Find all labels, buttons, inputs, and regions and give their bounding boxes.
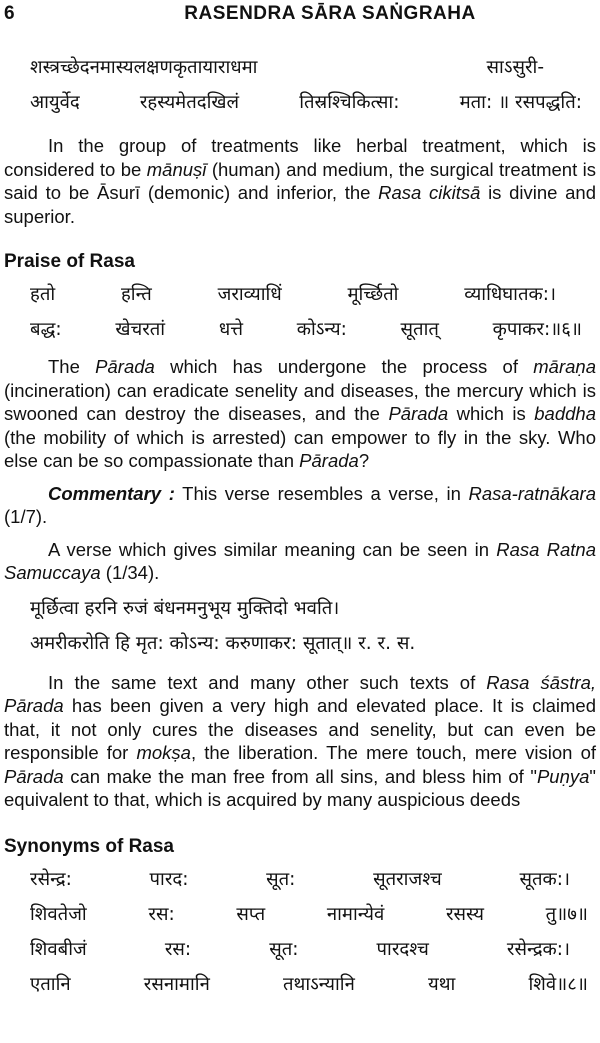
verse-word: एतानि (30, 973, 71, 995)
verse-word: सूतराजश्च (373, 868, 442, 890)
page-number: 6 (4, 3, 16, 24)
verse-word: सप्त (236, 903, 266, 925)
running-title: RASENDRA SĀRA SAṄGRAHA (184, 3, 476, 24)
text-run: which has undergone the process of (154, 356, 534, 377)
verse-word: खेचरतां (115, 319, 166, 340)
sanskrit-verse-1 (30, 50, 596, 120)
text-run: (1/7). (4, 506, 48, 527)
verse-word: कोऽन्य: (296, 319, 347, 340)
italic-term: mānuṣī (146, 158, 207, 180)
text-run: (1/34). (100, 562, 160, 583)
page-header (0, 2, 600, 28)
text-run: A verse which gives similar meaning can be seen in (48, 538, 497, 560)
text-run: , the liberation. The mere touch, mere vision of (190, 742, 597, 763)
verse-word: सूत: (269, 938, 299, 960)
italic-term: Puṇya (536, 765, 590, 787)
verse-word: रहस्यमेतदखिलं (139, 92, 240, 113)
text-run: In the group of treatments like herbal treatment, which is considered to be (4, 135, 596, 180)
text-run: can make the man free from all sins, and bless him of " (63, 765, 537, 787)
text-run: is divine and superior. (4, 182, 597, 227)
paragraph-2 (4, 355, 596, 473)
italic-term: Pārada (388, 403, 449, 424)
verse-line (30, 626, 596, 661)
verse-word: बद्ध: (30, 319, 62, 340)
italic-term: Pārada (4, 765, 64, 787)
paragraph-commentary (4, 482, 596, 529)
paragraph-4 (4, 538, 596, 585)
verse-word: कृपाकर:॥६॥ (492, 319, 582, 340)
paragraph-5 (4, 671, 596, 812)
text-run: (incineration) can eradicate senelity and diseases, the mercury which is swooned can destroy the diseases, and the (4, 379, 596, 424)
italic-term: Rasa śāstra, Pārada (4, 671, 596, 716)
verse-word: मूर्च्छितो (347, 284, 399, 305)
italic-term: Rasa Ratna Samuccaya (4, 538, 596, 583)
verse-word: रसेन्द्र: (30, 868, 72, 890)
text-run: The (48, 356, 96, 377)
sanskrit-verse-2 (30, 277, 596, 347)
verse-line (30, 591, 596, 626)
verse-word: यथा (428, 973, 456, 995)
verse-word: जराव्याधिं (217, 284, 282, 305)
text-run: which is (448, 403, 535, 424)
verse-line-text: मूर्छित्वा हरनि रुजं बंधनमनुभूय मुक्तिदो भवति। (30, 597, 340, 619)
verse-word: आयुर्वेद (30, 92, 80, 113)
verse-word: शिवबीजं (30, 938, 87, 960)
verse-word: पारदश्च (376, 938, 429, 960)
italic-term: mokṣa (136, 742, 191, 763)
italic-term: Pārada (299, 450, 359, 471)
verse-word: हन्ति (120, 284, 152, 305)
verse-line-text: अमरीकरोति हि मृत: कोऽन्य: करुणाकर: सूतात्॥ र. र. स. (30, 632, 416, 654)
page-content (4, 50, 596, 1002)
verse-line (30, 50, 596, 85)
italic-term: Pārada (95, 356, 155, 377)
verse-line (30, 277, 596, 312)
verse-word: रसनामानि (143, 973, 210, 995)
verse-word: सूत: (266, 868, 296, 890)
verse-line (30, 862, 596, 897)
verse-word: तु॥७॥ (545, 903, 588, 925)
text-run: In the same text and many other such texts of (48, 671, 487, 693)
verse-word: रस: (164, 938, 192, 960)
verse-word: साऽसुरी- (486, 57, 544, 78)
verse-word: शिवतेजो (30, 903, 87, 925)
verse-line (30, 85, 596, 120)
verse-word: धत्ते (218, 319, 244, 340)
verse-word: शस्त्रच्छेदनमास्यलक्षणकृतायाराधमा (30, 57, 258, 78)
sanskrit-verse-4 (30, 862, 596, 1002)
section-heading-synonyms-of-rasa: Synonyms of Rasa (4, 835, 174, 857)
text-run: This verse resembles a verse, in (174, 482, 469, 504)
text-run: has been given a very high and elevated place. It is claimed that, it not only cures the diseases and senelity, but can even be responsible for (4, 695, 596, 763)
italic-term: baddha (534, 403, 596, 424)
verse-line (30, 312, 596, 347)
verse-word: हतो (30, 284, 56, 305)
section-heading-praise-of-rasa: Praise of Rasa (4, 251, 135, 272)
text-run: (the mobility of which is arrested) can empower to fly in the sky. Who else can be so compassionate than (4, 426, 596, 471)
verse-word: तिस्रश्चिकित्सा: (299, 92, 400, 113)
text-run: ? (358, 450, 370, 471)
verse-word: सूतात् (400, 319, 439, 340)
verse-word: नामान्येवं (326, 903, 385, 925)
verse-word: रस: (148, 903, 175, 925)
italic-term: Rasa cikitsā (378, 182, 481, 203)
text-run: (human) and medium, the surgical treatment is said to be Āsurī (demonic) and inferior, the (4, 158, 596, 203)
verse-word: व्याधिघातक:। (464, 284, 556, 305)
sanskrit-verse-3 (30, 591, 596, 661)
paragraph-1 (4, 134, 596, 228)
verse-word: शिवे॥८॥ (528, 973, 588, 995)
italic-term: māraṇa (533, 356, 596, 377)
verse-word: रसस्य (445, 903, 484, 925)
verse-word: मता: ॥ रसपद्धति: (459, 92, 582, 113)
verse-word: तथाऽन्यानि (283, 973, 355, 995)
text-run: " equivalent to that, which is acquired by many auspicious deeds (4, 765, 596, 810)
verse-word: रसेन्द्रक:। (506, 938, 570, 960)
commentary-label: Commentary : (48, 482, 175, 504)
verse-line (30, 932, 596, 967)
verse-line (30, 967, 596, 1002)
verse-word: पारद: (149, 868, 189, 890)
italic-term: Rasa-ratnākara (468, 482, 596, 504)
verse-word: सूतक:। (519, 868, 570, 890)
verse-line (30, 897, 596, 932)
